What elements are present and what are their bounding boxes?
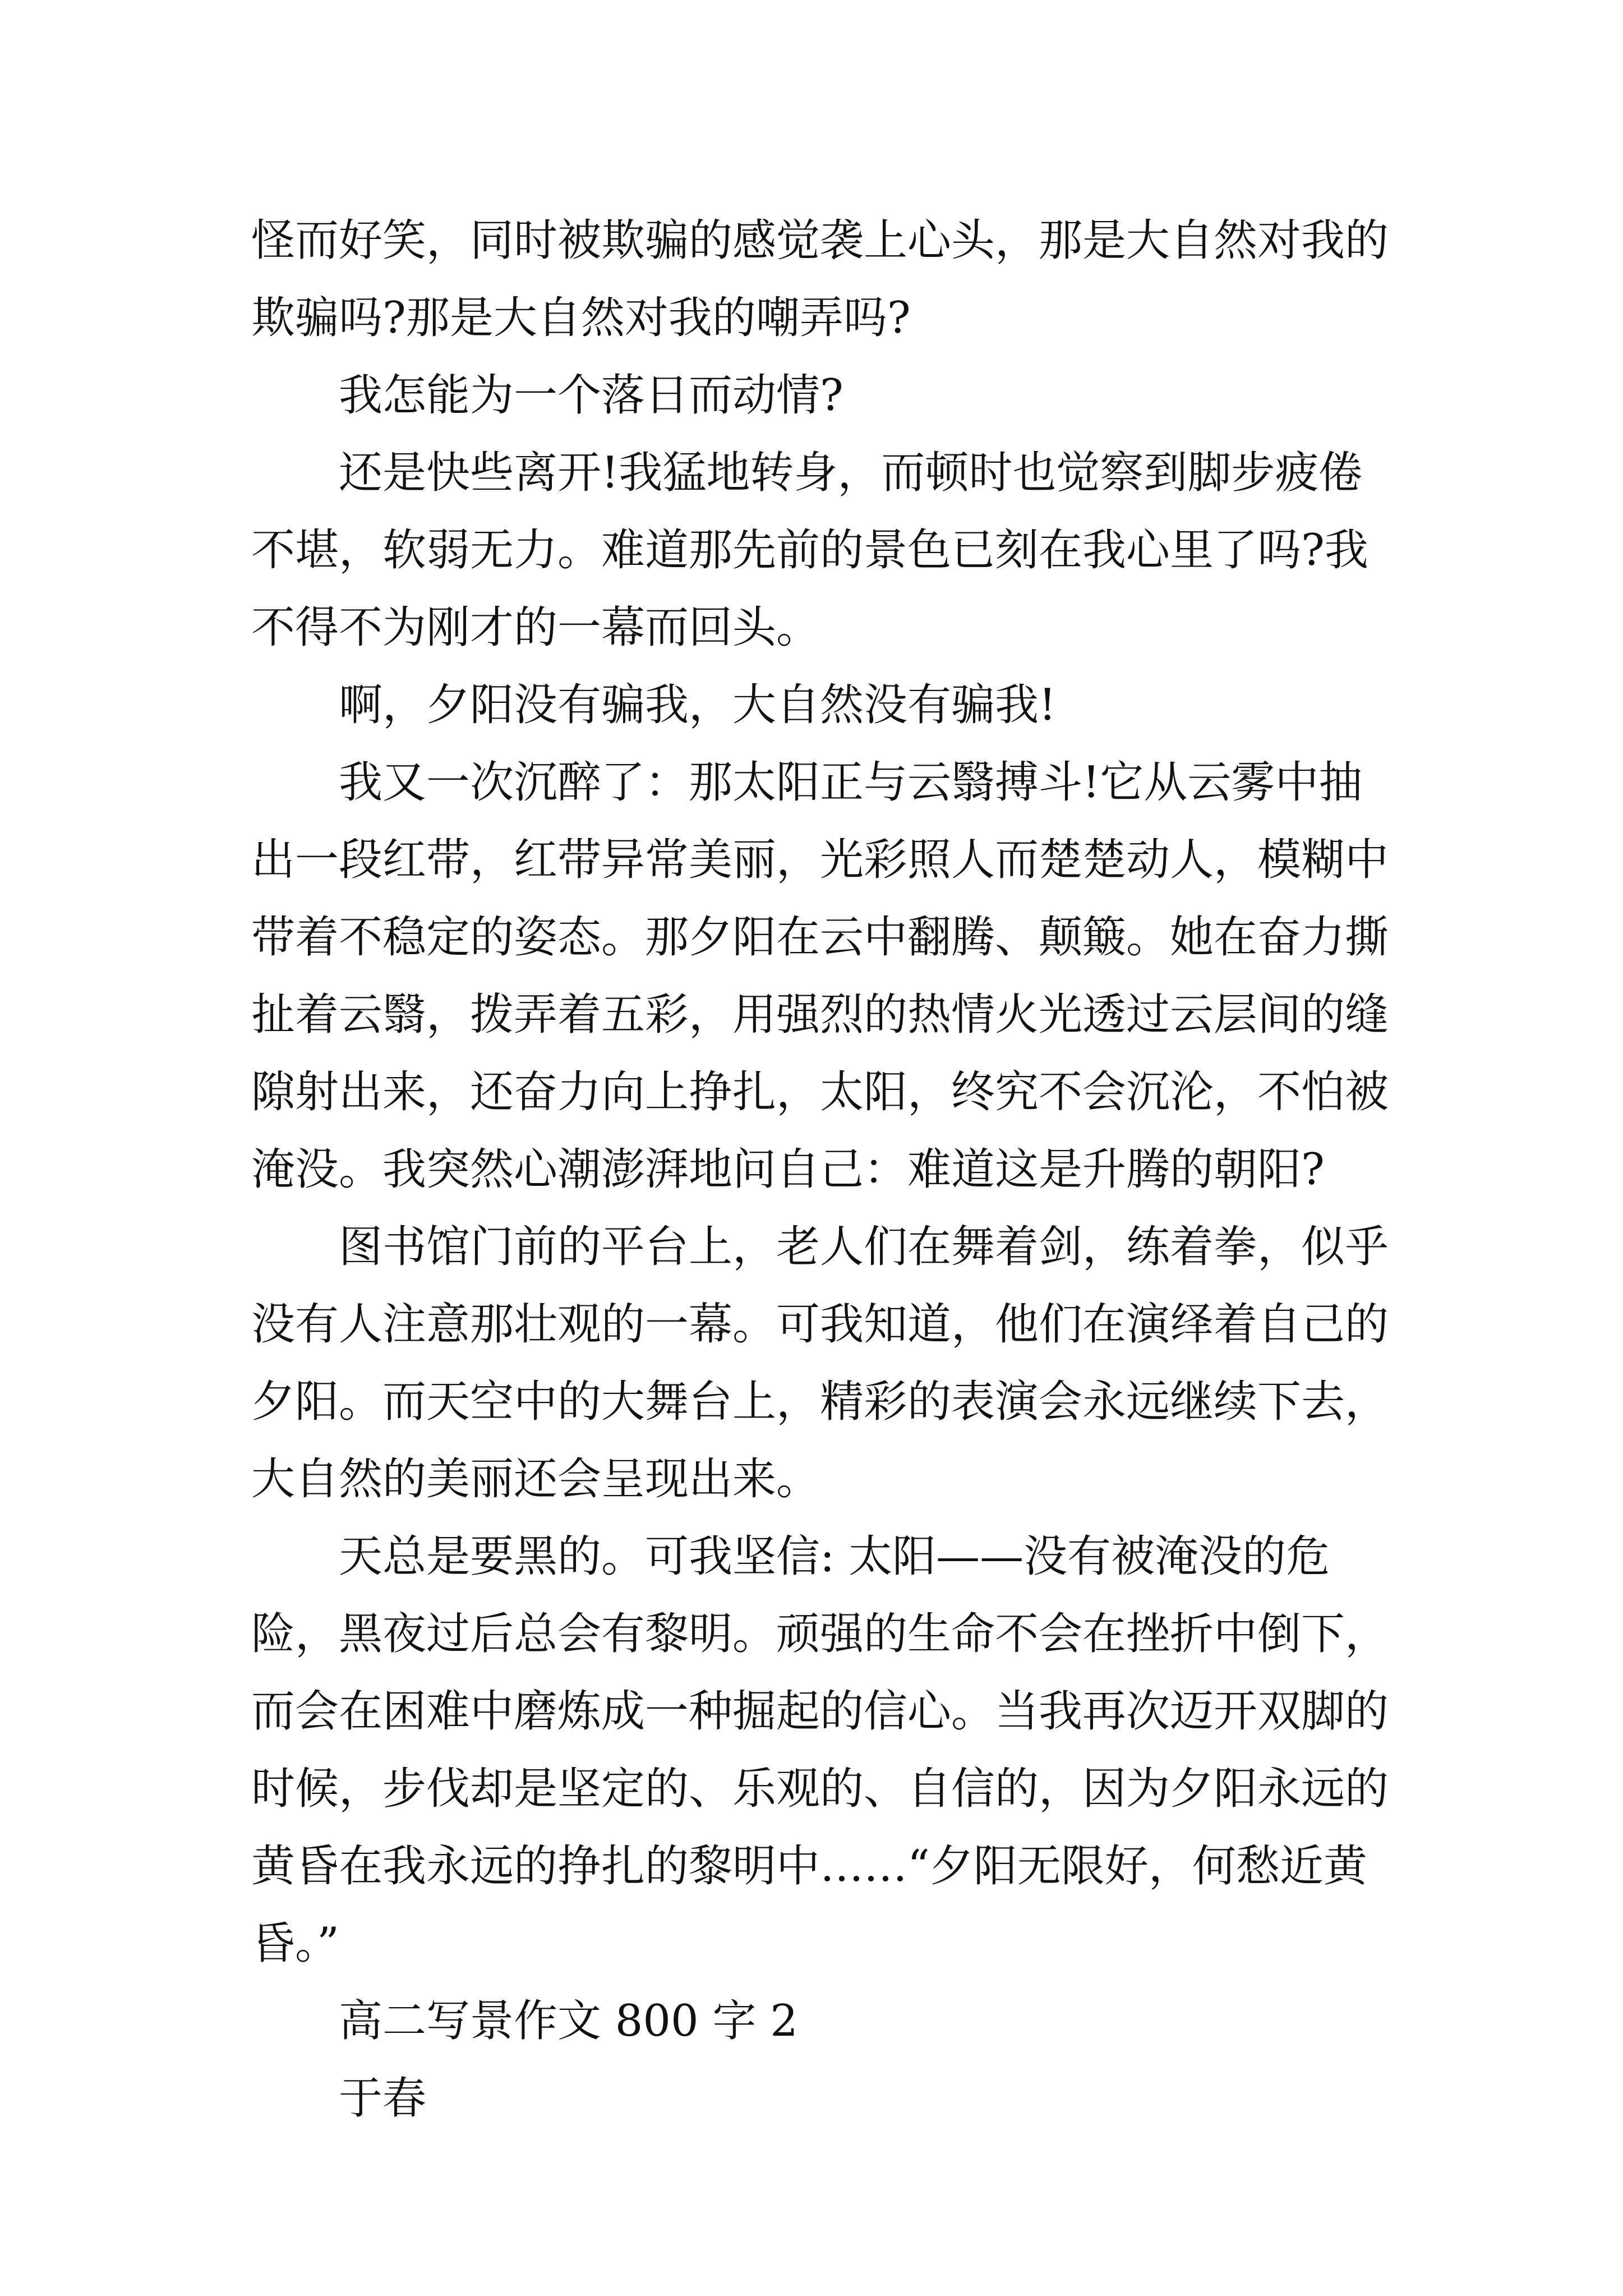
paragraph: 还是快些离开!我猛地转身，而顿时也觉察到脚步疲倦不堪，软弱无力。难道那先前的景色已刻在我心里了吗?我不得不为刚才的一幕而回头。 — [251, 448, 1368, 653]
paragraph: 我怎能为一个落日而动情? — [339, 370, 843, 421]
paragraph: 我又一次沉醉了：那太阳正与云翳搏斗!它从云雾中抽出一段红带，红带异常美丽，光彩照人而楚楚动人，模糊中带着不稳定的姿态。那夕阳在云中翻腾、颠簸。她在奋力撕扯着云翳，拨弄着五彩，用强烈的热情火光透过云层间的缝隙射出来，还奋力向上挣扎，太阳，终究不会沉沦，不怕被淹没。我突然心潮澎湃地问自己：难道这是升腾的朝阳? — [251, 757, 1389, 1195]
paragraph: 图书馆门前的平台上，老人们在舞着剑，练着拳，似乎没有人注意那壮观的一幕。可我知道，他们在演绎着自己的夕阳。而天空中的大舞台上，精彩的表演会永远继续下去，大自然的美丽还会呈现出来。 — [251, 1222, 1389, 1504]
essay-heading: 高二写景作文 800 字 2 — [339, 1996, 798, 2046]
document-body — [251, 202, 1390, 2137]
paragraph: 啊，夕阳没有骗我，大自然没有骗我! — [339, 680, 1057, 730]
essay-title: 于春 — [339, 2073, 427, 2124]
paragraph: 天总是要黑的。可我坚信: 太阳——没有被淹没的危险，黑夜过后总会有黎明。顽强的生命不会在挫折中倒下，而会在困难中磨炼成一种掘起的信心。当我再次迈开双脚的时候，步伐却是坚定的、乐观的、自信的，因为夕阳永远的黄昏在我永远的挣扎的黎明中……“夕阳无限好，何愁近黄昏。” — [251, 1531, 1389, 1969]
paragraph-continuation: 怪而好笑，同时被欺骗的感觉袭上心头，那是大自然对我的欺骗吗?那是大自然对我的嘲弄吗? — [251, 215, 1389, 343]
